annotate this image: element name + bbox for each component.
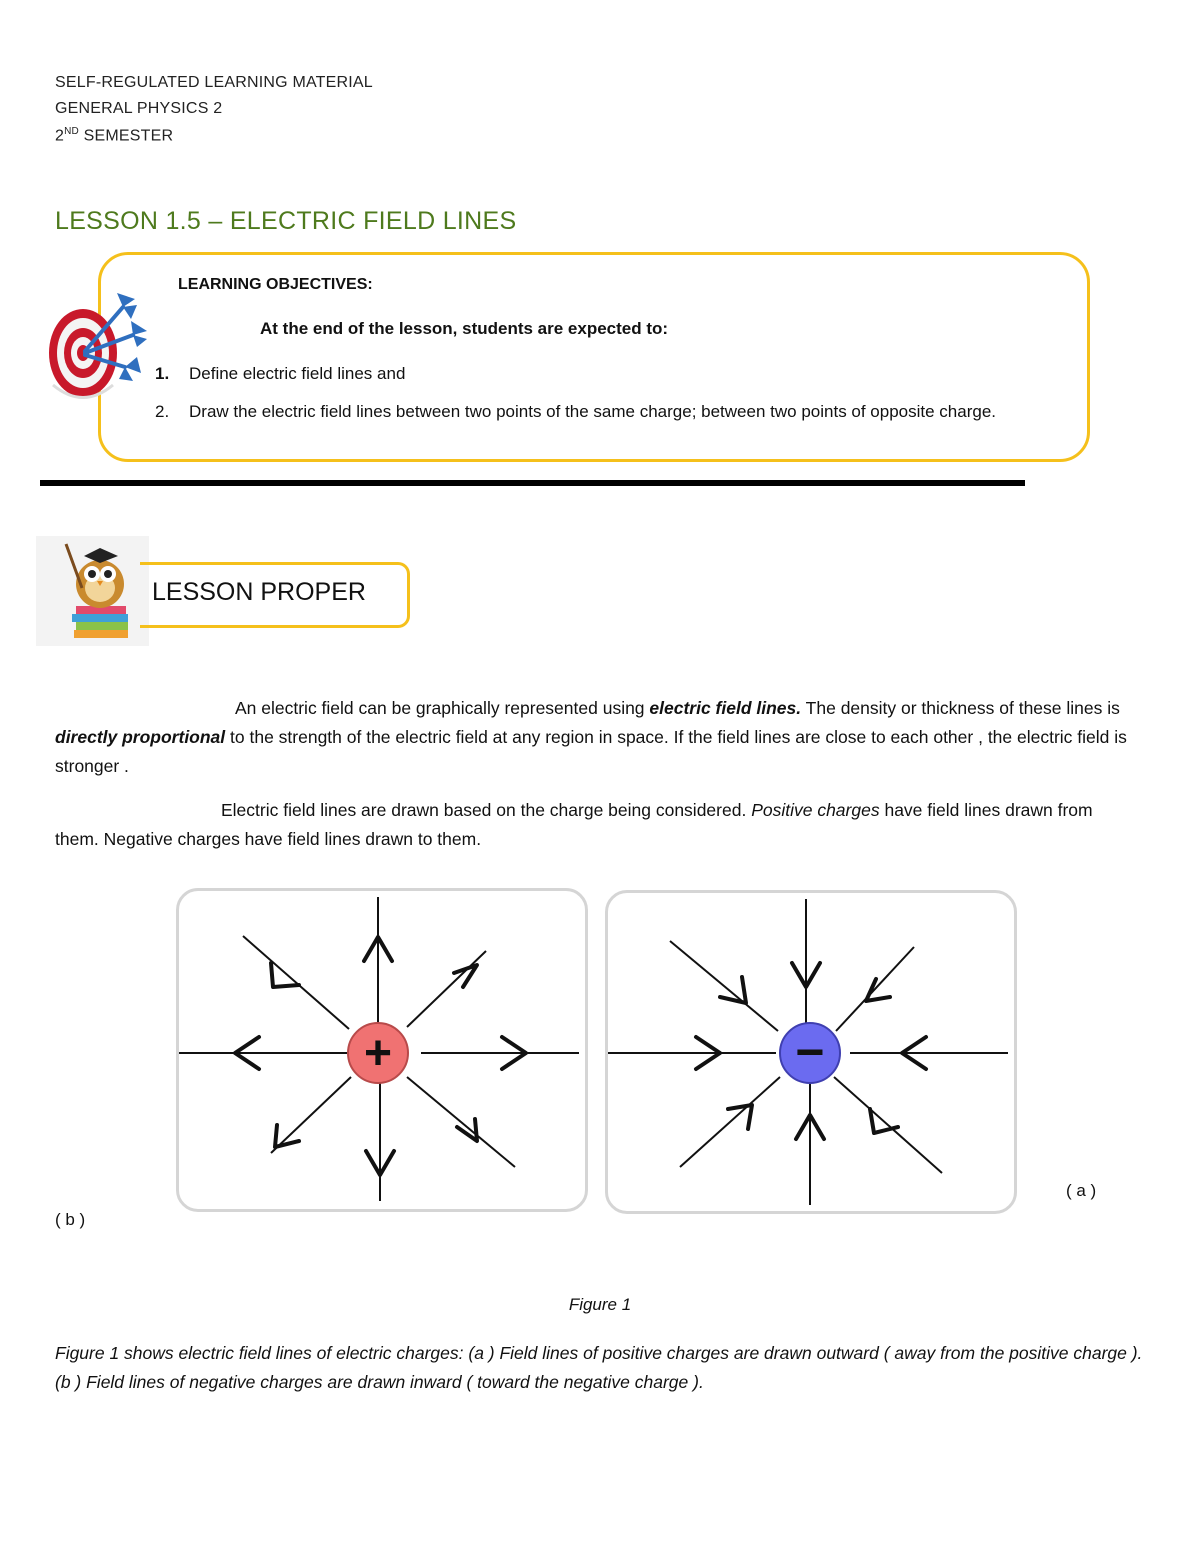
lesson-proper-label: LESSON PROPER xyxy=(152,578,366,606)
objective-item-2: 2. Draw the electric field lines between two points of the same charge; between two points of opposite charge. xyxy=(155,402,997,421)
header-line-1: SELF-REGULATED LEARNING MATERIAL xyxy=(55,74,373,91)
negative-symbol: − xyxy=(795,1024,825,1080)
figure-label-b: ( b ) xyxy=(55,1210,86,1229)
header-line-3: 2ND SEMESTER xyxy=(55,126,174,145)
figure-description: Figure 1 shows electric field lines of electric charges: (a ) Field lines of positive charges are drawn outward ( away from the positive charge ). (b ) Field lines of negative charges are drawn inward ( toward the negative charge ). xyxy=(55,1343,1143,1392)
figure-caption: Figure 1 xyxy=(568,1295,632,1314)
objectives-heading: LEARNING OBJECTIVES: xyxy=(178,276,373,293)
figure-label-a: ( a ) xyxy=(1066,1181,1097,1200)
positive-field-lines-diagram xyxy=(179,891,585,1209)
positive-symbol: + xyxy=(363,1027,393,1080)
header-line-2: GENERAL PHYSICS 2 xyxy=(55,100,223,117)
owl-teacher-books-icon xyxy=(36,536,149,646)
objectives-intro: At the end of the lesson, students are expected to: xyxy=(260,319,669,338)
negative-charge-panel xyxy=(605,890,1017,1214)
paragraph-2: Electric field lines are drawn based on the charge being considered. Positive charges have field lines drawn from them. Negative charges have field lines drawn to them. xyxy=(55,800,1093,849)
target-darts-icon xyxy=(45,285,155,410)
section-divider xyxy=(40,480,1025,486)
lesson-title: LESSON 1.5 – ELECTRIC FIELD LINES xyxy=(55,207,517,235)
negative-field-lines-diagram xyxy=(608,893,1014,1211)
positive-charge-panel xyxy=(176,888,588,1212)
paragraph-1: An electric field can be graphically represented using electric field lines. The density or thickness of these lines is directly proportional to the strength of the electric field at any region in space. If the field lines are close to each other , the electric field is stronger . xyxy=(55,698,1127,776)
objective-item-1: 1. Define electric field lines and xyxy=(155,364,406,383)
